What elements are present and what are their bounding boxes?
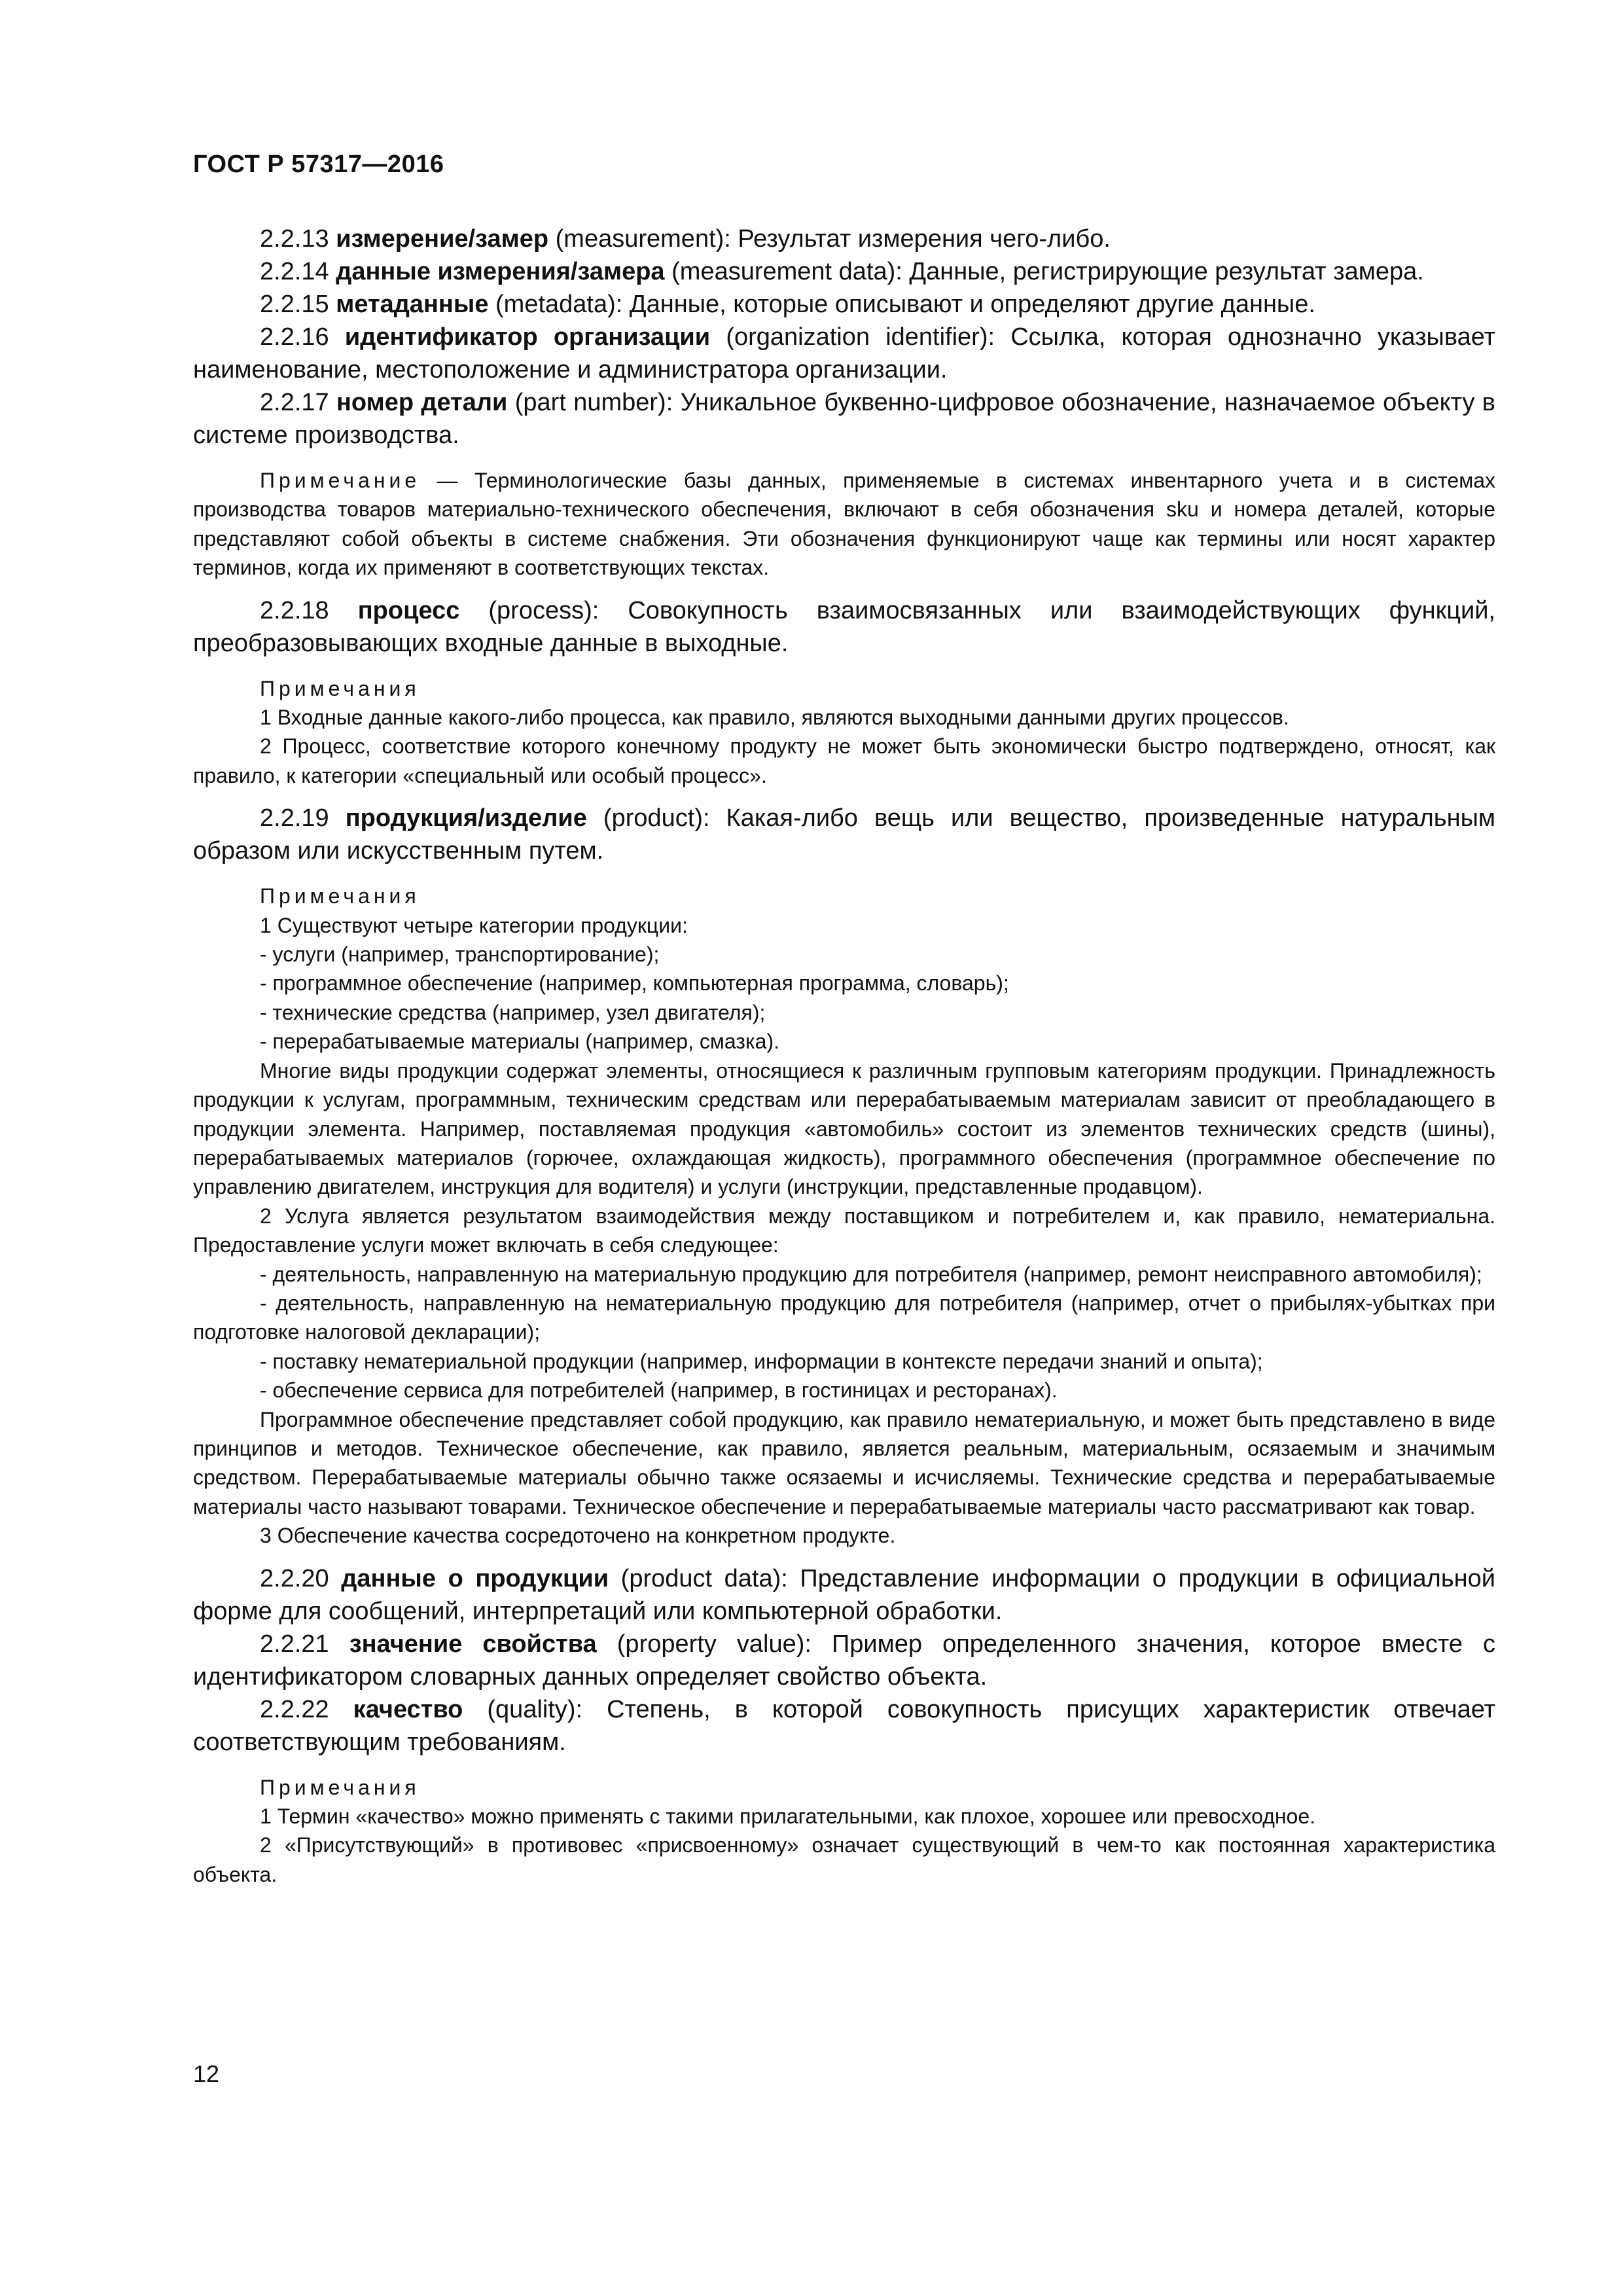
term-number: 2.2.20	[260, 1564, 329, 1592]
term-number: 2.2.16	[260, 323, 329, 351]
notes-2-2-19	[193, 882, 1495, 1550]
term-name: процесс	[357, 596, 460, 624]
term-name: идентификатор организации	[344, 323, 711, 351]
note-item: 2 Процесс, соответствие которого конечному продукту не может быть экономически быстро подтверждено, относят, как правило, к категории «специальный или особый процесс».	[193, 734, 1495, 787]
note-2-2-17	[193, 466, 1495, 583]
term-2-2-17	[193, 386, 1495, 452]
notes-heading: Примечания	[260, 884, 420, 908]
term-definition: (product): Какая-либо вещь или вещество, произведенные натуральным образом или искусственным путем.	[193, 804, 1495, 865]
term-definition: (measurement): Результат измерения чего-либо.	[548, 225, 1111, 253]
note-label: Примечание	[260, 469, 421, 492]
term-2-2-20	[193, 1562, 1495, 1628]
term-2-2-19	[193, 802, 1495, 867]
term-number: 2.2.17	[260, 389, 329, 416]
page-content	[193, 223, 1495, 1901]
page-number: 12	[193, 2060, 220, 2087]
term-2-2-22	[193, 1693, 1495, 1759]
note-list-item: - поставку нематериальной продукции (например, информации в контексте передачи знаний и опыта);	[260, 1349, 1263, 1373]
term-2-2-14	[193, 255, 1495, 288]
note-item: Программное обеспечение представляет собой продукцию, как правило нематериальную, и может быть представлено в виде принципов и методов. Техническое обеспечение, как правило, является реальным, материальным, осязаемым и значимым средством. Перерабатываемые материалы обычно также осязаемы и исчисляемы. Технические средства и перерабатываемые материалы часто называют товарами. Техническое обеспечение и перерабатываемые материалы часто рассматривают как товар.	[193, 1407, 1495, 1518]
note-item: 1 Термин «качество» можно применять с такими прилагательными, как плохое, хорошее или превосходное.	[260, 1804, 1316, 1828]
note-list-item: - деятельность, направленную на нематериальную продукцию для потребителя (например, отчет о прибылях-убытках при подготовке налоговой декларации);	[193, 1291, 1495, 1344]
term-name: измерение/замер	[336, 225, 549, 253]
term-definition: (process): Совокупность взаимосвязанных или взаимодействующих функций, преобразовывающих входные данные в выходные.	[193, 596, 1495, 657]
note-item: 1 Входные данные какого-либо процесса, как правило, являются выходными данными других процессов.	[260, 706, 1289, 730]
term-number: 2.2.19	[260, 804, 329, 833]
term-number: 2.2.13	[260, 225, 329, 253]
term-name: номер детали	[336, 389, 508, 416]
note-paragraph	[193, 466, 1495, 583]
note-item: 2 Услуга является результатом взаимодействия между поставщиком и потребителем и, как правило, нематериальна. Предоставление услуги может включать в себя следующее:	[193, 1204, 1495, 1257]
note-list-item: - услуги (например, транспортирование);	[260, 942, 660, 967]
term-2-2-21	[193, 1628, 1495, 1693]
term-name: данные о продукции	[341, 1564, 609, 1592]
term-number: 2.2.15	[260, 291, 329, 318]
term-number: 2.2.14	[260, 258, 329, 285]
term-definition: (measurement data): Данные, регистрирующие результат замера.	[664, 258, 1424, 285]
term-number: 2.2.18	[260, 596, 329, 624]
term-definition: (product data): Представление информации о продукции в официальной форме для сообщений, интерпретаций или компьютерной обработки.	[193, 1564, 1495, 1625]
term-definition: (part number): Уникальное буквенно-цифровое обозначение, назначаемое объекту в системе производства.	[193, 389, 1495, 449]
term-2-2-18	[193, 594, 1495, 660]
note-text: — Терминологические базы данных, применяемые в системах инвентарного учета и в системах производства товаров материально-технического обеспечения, включают в себя обозначения sku и номера деталей, которые представляют собой объекты в системе снабжения. Эти обозначения функционируют чаще как термины или носят характер терминов, когда их применяют в соответствующих текстах.	[193, 469, 1495, 580]
notes-heading: Примечания	[260, 676, 420, 700]
notes-2-2-22	[193, 1773, 1495, 1890]
note-list-item: - перерабатываемые материалы (например, смазка).	[260, 1030, 779, 1054]
note-item: 3 Обеспечение качества сосредоточено на конкретном продукте.	[260, 1524, 896, 1548]
term-name: качество	[353, 1695, 463, 1723]
term-definition: (quality): Степень, в которой совокупность присущих характеристик отвечает соответствующим требованиям.	[193, 1695, 1495, 1756]
term-2-2-13	[193, 223, 1495, 255]
term-name: продукция/изделие	[345, 804, 587, 833]
note-item: Многие виды продукции содержат элементы, относящиеся к различным групповым категориям продукции. Принадлежность продукции к услугам, программным, техническим средствам или перерабатываемым материалам зависит от преобладающего в продукции элемента. Например, поставляемая продукция «автомобиль» состоит из элементов технических средств (шины), перерабатываемых материалов (горючее, охлаждающая жидкость), программного обеспечения (программное обеспечение по управлению двигателем, инструкция для водителя) и услуги (инструкции, представленные продавцом).	[193, 1058, 1495, 1199]
term-definition: (property value): Пример определенного значения, которое вместе с идентификатором словарных данных определяет свойство объекта.	[193, 1630, 1495, 1691]
term-name: метаданные	[336, 291, 489, 318]
term-definition: (metadata): Данные, которые описывают и определяют другие данные.	[488, 291, 1315, 318]
note-item: 1 Существуют четыре категории продукции:	[260, 913, 688, 937]
term-name: значение свойства	[349, 1630, 597, 1658]
term-number: 2.2.22	[260, 1695, 329, 1723]
note-list-item: - программное обеспечение (например, компьютерная программа, словарь);	[260, 971, 1009, 996]
term-2-2-16	[193, 321, 1495, 386]
term-definition: (organization identifier): Ссылка, которая однозначно указывает наименование, местоположение и администратора организации.	[193, 323, 1495, 384]
note-item: 2 «Присутствующий» в противовес «присвоенному» означает существующий в чем-то как постоянная характеристика объекта.	[193, 1833, 1495, 1886]
note-list-item: - деятельность, направленную на материальную продукцию для потребителя (например, ремонт неисправного автомобиля);	[260, 1262, 1482, 1286]
note-list-item: - технические средства (например, узел двигателя);	[260, 1000, 766, 1024]
term-name: данные измерения/замера	[336, 258, 665, 285]
term-number: 2.2.21	[260, 1630, 329, 1658]
notes-heading: Примечания	[260, 1775, 420, 1799]
term-2-2-15	[193, 288, 1495, 321]
note-list-item: - обеспечение сервиса для потребителей (например, в гостиницах и ресторанах).	[260, 1378, 1058, 1403]
notes-2-2-18	[193, 674, 1495, 791]
page-header-standard-number: ГОСТ Р 57317—2016	[193, 151, 444, 178]
